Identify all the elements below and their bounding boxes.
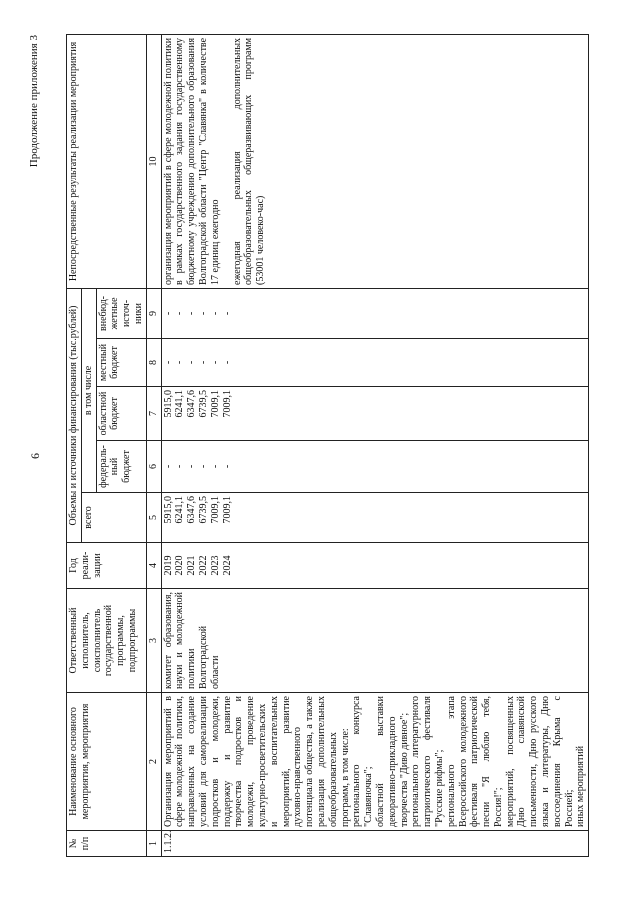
federal-value: - (186, 464, 198, 469)
federal-cell (161, 441, 589, 493)
executor-cell: комитет образования, науки и молодежной политики Волгоградской области (161, 589, 589, 693)
measure-name-intro: Организация мероприятий в сфере молодежной политики, направленных на создание условий для самореализации подростков и молодежи, поддержку и развитие творчества подростков и молодежи, проведение культурно-просветительских и воспитательных мероприятий, развитие духовно-нравственного потенциала общества, а также реализация дополнительных общеобразовательных программ, в том числе: (162, 696, 351, 827)
measure-name-cell (161, 693, 589, 831)
list-item: регионального конкурса "Славяночка"; (351, 696, 375, 827)
list-item: иных мероприятий (575, 745, 587, 827)
result-text: организация мероприятий в сфере молодежной политики в рамках государственного задания государственному бюджетному учреждению дополнительного образования Волгоградской области "Центр "Славянка" в количестве 17 единиц ежегодно (162, 37, 221, 285)
result-text: ежегодная реализация дополнительных общеобразовательных общеразвивающих программ (53001 человеко-час) (231, 37, 267, 285)
federal-value: - (162, 464, 174, 469)
extrabudget-cell (161, 288, 589, 338)
regional-cell (161, 387, 589, 441)
regional-value: 5915,0 (162, 390, 174, 418)
header-including: в том числе (81, 288, 96, 492)
year-value: 2019 (162, 555, 174, 576)
extrabudget-value: - (186, 311, 198, 316)
header-executor: Ответственный исполнитель, соисполнитель государственной программы, подпрограммы (67, 589, 147, 693)
column-number: 4 (146, 543, 161, 589)
total-value: 6347,6 (186, 496, 198, 524)
regional-value: 7009,1 (209, 390, 221, 418)
results-cell (161, 34, 589, 288)
program-table (66, 34, 589, 857)
year-value: 2022 (197, 555, 209, 576)
federal-value: - (209, 464, 221, 469)
column-number: 1 (146, 831, 161, 857)
regional-value: 6739,5 (197, 390, 209, 418)
total-value: 5915,0 (162, 496, 174, 524)
regional-value: 7009,1 (221, 390, 233, 418)
row-number: 1.1.2. (161, 831, 589, 857)
local-value: - (174, 360, 186, 365)
list-item: мероприятий, посвященных Дню славянской письменности, Дню русского языка и литературы, Дню воссоединения Крыма с Россией; (504, 696, 575, 827)
column-numbers-row (146, 34, 161, 856)
header-total: всего (81, 493, 146, 543)
column-number: 3 (146, 589, 161, 693)
header-results: Непосредственные результаты реализации мероприятия (67, 34, 147, 288)
appendix-continuation: Продолжение приложения 3 (28, 35, 40, 168)
federal-value: - (221, 464, 233, 469)
header-year: Год реали-зации (67, 543, 147, 589)
local-value: - (186, 360, 198, 365)
measure-name-list (351, 696, 587, 827)
regional-value: 6347,6 (186, 390, 198, 418)
extrabudget-value: - (162, 311, 174, 316)
total-value: 7009,1 (221, 496, 233, 524)
header-measure-name: Наименование основного мероприятия, мероприятия (67, 693, 147, 831)
column-number: 10 (146, 34, 161, 288)
local-value: - (221, 360, 233, 365)
local-value: - (209, 360, 221, 365)
column-number: 5 (146, 493, 161, 543)
header-regional: областной бюджет (96, 387, 146, 441)
column-number: 2 (146, 693, 161, 831)
table-row (161, 34, 589, 856)
federal-value: - (174, 464, 186, 469)
regional-value: 6241,1 (174, 390, 186, 418)
extrabudget-value: - (197, 311, 209, 316)
total-value: 6739,5 (197, 496, 209, 524)
column-number: 7 (146, 387, 161, 441)
column-number: 9 (146, 288, 161, 338)
page-number: 6 (28, 453, 42, 459)
header-federal: федераль-ный бюджет (96, 441, 146, 493)
total-value: 7009,1 (209, 496, 221, 524)
year-value: 2021 (186, 555, 198, 576)
list-item: областной выставки декоративно-прикладного творчества "Диво дивное"; (374, 696, 410, 827)
year-value: 2023 (209, 555, 221, 576)
list-item: регионального литературного патриотического фестиваля "Русские рифмы"; (410, 696, 445, 827)
column-number: 6 (146, 441, 161, 493)
column-number: 8 (146, 339, 161, 387)
year-value: 2024 (221, 555, 233, 576)
local-value: - (162, 360, 174, 365)
header-local: местный бюджет (96, 339, 146, 387)
extrabudget-value: - (221, 311, 233, 316)
extrabudget-value: - (174, 311, 186, 316)
extrabudget-value: - (209, 311, 221, 316)
federal-value: - (197, 464, 209, 469)
local-cell (161, 339, 589, 387)
header-extrabudget: внебюд-жетные источ-ники (96, 288, 146, 338)
list-item: регионального этапа Всероссийского молодежного фестиваля патриотической песни "Я люблю тебя, Россия!"; (445, 696, 504, 827)
total-value: 6241,1 (174, 496, 186, 524)
total-cell (161, 493, 589, 543)
header-financing-group: Объемы и источники финансирования (тыс.рублей) (67, 288, 82, 542)
years-cell (161, 543, 589, 589)
local-value: - (197, 360, 209, 365)
year-value: 2020 (174, 555, 186, 576)
header-number: № п/п (67, 831, 147, 857)
